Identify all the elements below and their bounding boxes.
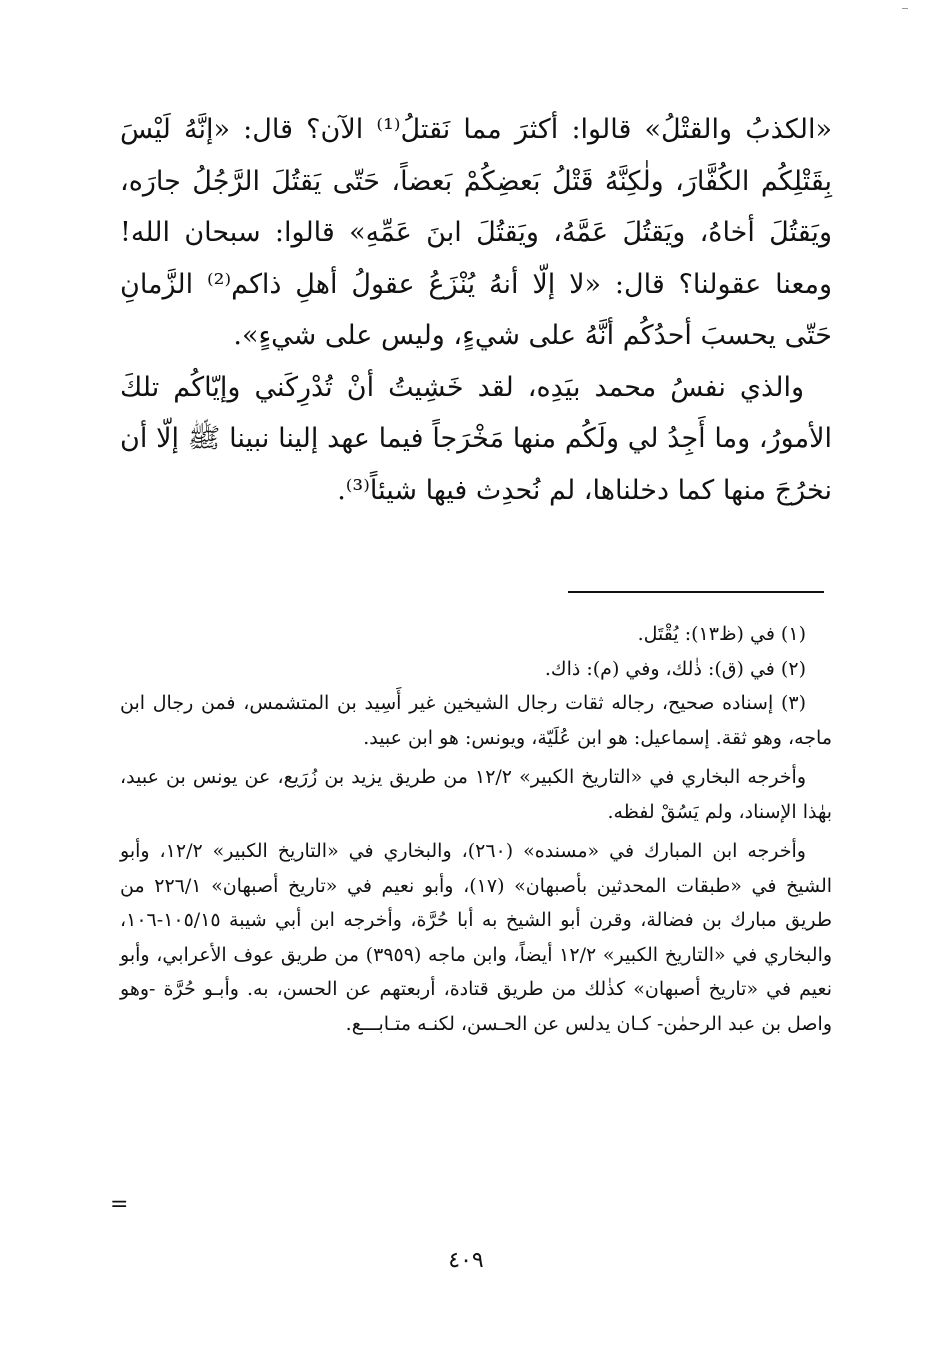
footnote: (٢) في (ق): ذٰلك، وفي (م): ذاك. — [544, 657, 806, 680]
footnote-continuation: وأخرجه البخاري في «التاريخ الكبير» ١٢/٢ من طريق يزيد بن زُرَيع، عن يونس بن عبيد، بهٰذا الإسناد، ولم يَسُقْ لفظه. — [120, 766, 832, 823]
footnote: (٣) إسناده صحيح، رجاله ثقات رجال الشيخين غير أَسِيد بن المتشمس، فمن رجال ابن ماجه، وهو ثقة. إسماعيل: هو ابن عُلَيّة، ويونس: هو ابن عبيد. — [120, 692, 832, 749]
continuation-mark: = — [110, 1192, 129, 1217]
main-paragraph: «الكذبُ والقتْلُ» قالوا: أكثرَ مما نَقتلُ⁽¹⁾ الآن؟ قال: «إنَّهُ لَيْسَ بِقَتْلِكُم الكُفَّارَ، ولٰكِنَّهُ قَتْلُ بَعضِكُمْ بَعضاً، حَتّى يَقتُلَ الرَّجُلُ جارَه، ويَقتُلَ أخاهُ، ويَقتُلَ عَمَّهُ، ويَقتُلَ ابنَ عَمِّهِ» قالوا: سبحان الله! ومعنا عقولنا؟ قال: «لا إلّا أنهُ يُنْزَعُ عقولُ أهلِ ذاكم⁽²⁾ الزَّمانِ حَتّى يحسبَ أحدُكُم أنَّهُ على شيءٍ، وليس على شيءٍ». — [120, 114, 833, 351]
footnotes-block — [120, 617, 832, 1041]
footnote-continuation: وأخرجه ابن المبارك في «مسنده» (٢٦٠)، والبخاري في «التاريخ الكبير» ١٢/٢، وأبو الشيخ في «طبقات المحدثين بأصبهان» (١٧)، وأبو نعيم في «تاريخ أصبهان» ٢٢٦/١ من طريق مبارك بن فضالة، وقرن أبو الشيخ به أبا حُرَّة، وأخرجه ابن أبي شيبة ١٠٥/١٥-١٠٦، والبخاري في «التاريخ الكبير» ١٢/٢ أيضاً، وابن ماجه (٣٩٥٩) من طريق عوف الأعرابي، وأبو نعيم في «تاريخ أصبهان» كذٰلك من طريق قتادة، أربعتهم عن الحسن، به. وأبـو حُرَّة -وهو واصل بن عبد الرحمٰن- كـان يدلس عن الحـسن، لكنـه متـابـــع. — [120, 840, 833, 1035]
main-text-block — [120, 104, 832, 516]
main-paragraph: والذي نفسُ محمد بيَدِه، لقد خَشِيتُ أنْ تُدْرِكَني وإيّاكُم تلكَ الأمورُ، وما أَجِدُ لي ولَكُم منها مَخْرَجاً فيما عهد إلينا نبينا ﷺ إلّا أن نخرُجَ منها كما دخلناها، لم نُحدِث فيها شيئاً⁽³⁾. — [120, 371, 832, 506]
footnote: (١) في (ظ١٣): يُقْتَل. — [637, 623, 806, 645]
corner-mark — [902, 8, 908, 9]
page-number: ٤٠٩ — [448, 1248, 484, 1273]
footnote-separator — [568, 591, 824, 593]
